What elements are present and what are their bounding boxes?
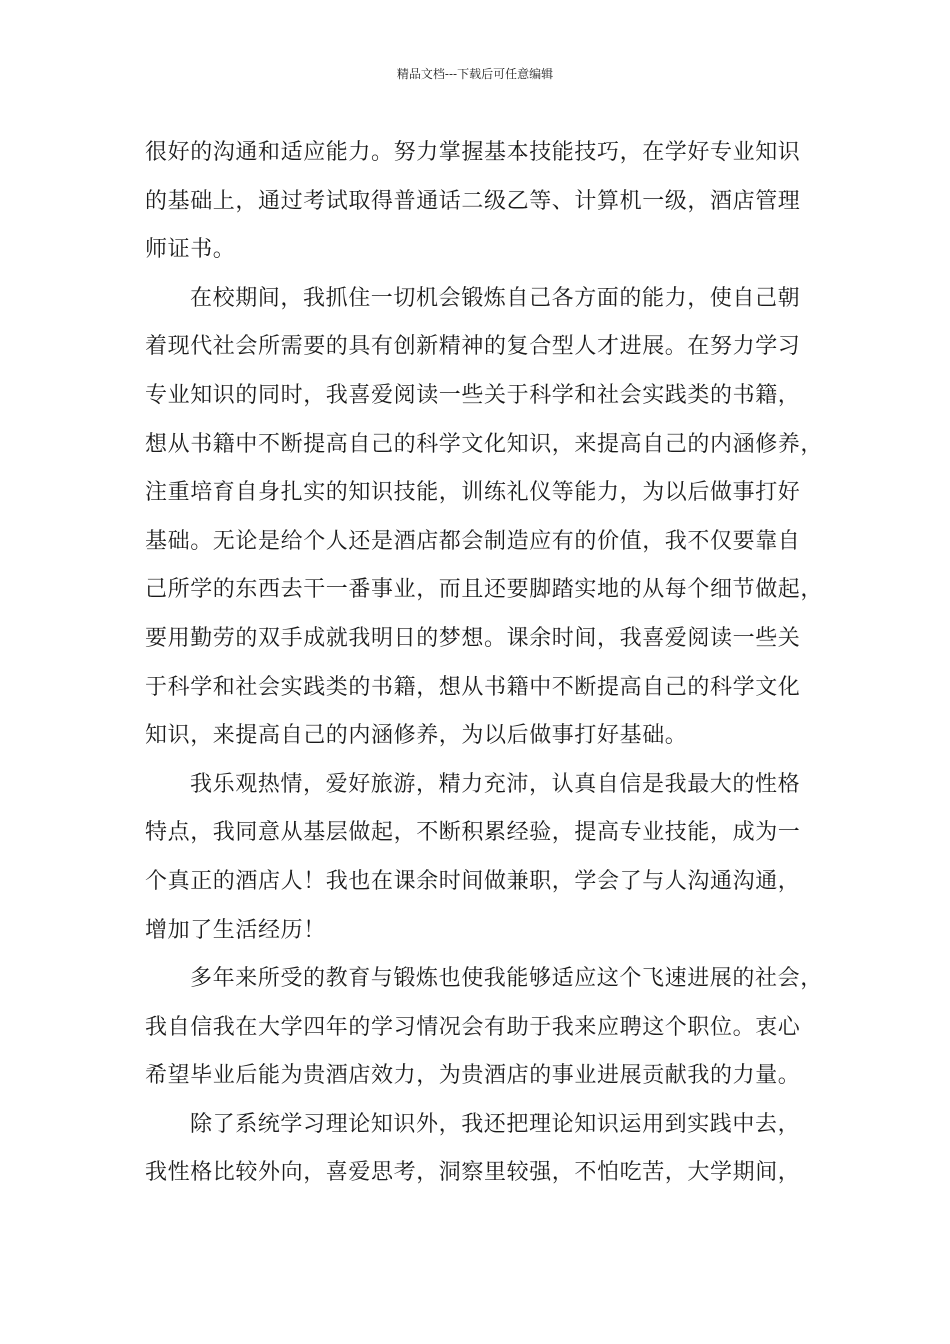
paragraph-first-line: 除了系统学习理论知识外，我还把理论知识运用到实践中去，	[190, 1111, 801, 1137]
text-line: 我自信我在大学四年的学习情况会有助于我来应聘这个职位。衷心	[145, 1014, 801, 1040]
text-line: 个真正的酒店人！我也在课余时间做兼职，学会了与人沟通沟通，	[145, 868, 801, 894]
document-body	[145, 129, 824, 1198]
text-line: 知识，来提高自己的内涵修养，为以后做事打好基础。	[145, 723, 688, 749]
text-line: 基础。无论是给个人还是酒店都会制造应有的价值，我不仅要靠自	[145, 528, 801, 554]
text-line: 要用勤劳的双手成就我明日的梦想。课余时间，我喜爱阅读一些关	[145, 625, 801, 651]
text-line: 希望毕业后能为贵酒店效力，为贵酒店的事业进展贡献我的力量。	[145, 1063, 801, 1089]
paragraph-first-line: 我乐观热情，爱好旅游，精力充沛，认真自信是我最大的性格	[190, 771, 801, 797]
text-line: 着现代社会所需要的具有创新精神的复合型人才进展。在努力学习	[145, 334, 801, 360]
text-line: 想从书籍中不断提高自己的科学文化知识，来提高自己的内涵修养，	[145, 431, 824, 457]
page-header: 精品文档---下载后可任意编辑	[396, 67, 554, 81]
text-line: 注重培育自身扎实的知识技能，训练礼仪等能力，为以后做事打好	[145, 480, 801, 506]
text-line: 师证书。	[145, 237, 236, 263]
text-line: 很好的沟通和适应能力。努力掌握基本技能技巧，在学好专业知识	[145, 140, 801, 165]
text-line: 专业知识的同时，我喜爱阅读一些关于科学和社会实践类的书籍，	[145, 382, 801, 408]
paragraph-first-line: 在校期间，我抓住一切机会锻炼自己各方面的能力，使自己朝	[190, 285, 801, 311]
text-line: 特点，我同意从基层做起，不断积累经验，提高专业技能，成为一	[145, 820, 801, 846]
text-line: 于科学和社会实践类的书籍，想从书籍中不断提高自己的科学文化	[145, 674, 801, 700]
text-line: 我性格比较外向，喜爱思考，洞察里较强，不怕吃苦，大学期间，	[145, 1160, 801, 1186]
text-line: 己所学的东西去干一番事业，而且还要脚踏实地的从每个细节做起，	[145, 577, 824, 603]
text-line: 的基础上，通过考试取得普通话二级乙等、计算机一级，酒店管理	[145, 188, 801, 214]
paragraph-first-line: 多年来所受的教育与锻炼也使我能够适应这个飞速进展的社会，	[190, 966, 823, 992]
text-line: 增加了生活经历！	[145, 917, 326, 943]
